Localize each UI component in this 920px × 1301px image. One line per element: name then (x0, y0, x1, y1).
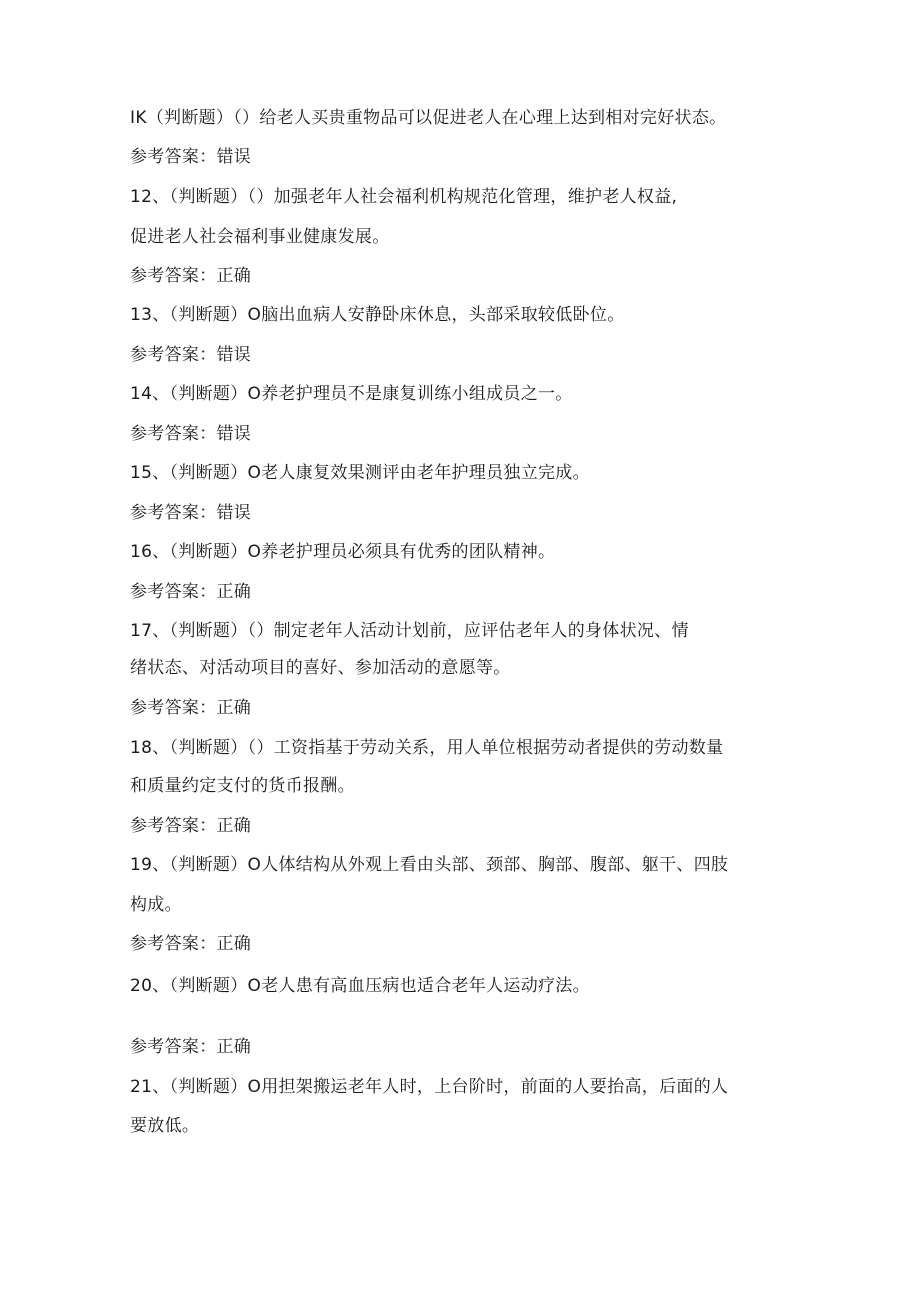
q16-answer: 参考答案：正确 (130, 582, 252, 602)
q11-answer: 参考答案：错误 (130, 147, 252, 167)
q17-text-line2: 绪状态、对活动项目的喜好、参加活动的意愿等。 (130, 658, 511, 678)
q12-text-line1: 12、（判断题）（）加强老年人社会福利机构规范化管理，维护老人权益, (130, 187, 678, 207)
q21-text-line2: 要放低。 (130, 1116, 200, 1136)
q13-answer: 参考答案：错误 (130, 345, 252, 365)
q20-text: 20、（判断题）O老人患有高血压病也适合老年人运动疗法。 (130, 976, 590, 996)
q11-text: IK（判断题）（）给老人买贵重物品可以促进老人在心理上达到相对完好状态。 (130, 108, 727, 128)
q19-text-line2: 构成。 (130, 895, 182, 915)
q18-answer: 参考答案：正确 (130, 816, 252, 836)
q12-text-line2: 促进老人社会福利事业健康发展。 (130, 227, 390, 247)
q15-text: 15、（判断题）O老人康复效果测评由老年护理员独立完成。 (130, 463, 590, 483)
q21-text-line1: 21、（判断题）O用担架搬运老年人时，上台阶时，前面的人要抬高，后面的人 (130, 1077, 729, 1097)
q17-answer: 参考答案：正确 (130, 698, 252, 718)
q19-answer: 参考答案：正确 (130, 934, 252, 954)
q14-text: 14、（判断题）O养老护理员不是康复训练小组成员之一。 (130, 384, 573, 404)
q17-text-line1: 17、（判断题）（）制定老年人活动计划前，应评估老年人的身体状况、情 (130, 621, 689, 641)
q14-answer: 参考答案：错误 (130, 424, 252, 444)
q15-answer: 参考答案：错误 (130, 503, 252, 523)
q12-answer: 参考答案：正确 (130, 266, 252, 286)
q13-text: 13、（判断题）O脑出血病人安静卧床休息，头部采取较低卧位。 (130, 305, 625, 325)
q18-text-line2: 和质量约定支付的货币报酬。 (130, 776, 355, 796)
q19-text-line1: 19、（判断题）O人体结构从外观上看由头部、颈部、胸部、腹部、躯干、四肢 (130, 855, 729, 875)
q20-answer: 参考答案：正确 (130, 1037, 252, 1057)
q16-text: 16、（判断题）O养老护理员必须具有优秀的团队精神。 (130, 542, 556, 562)
q18-text-line1: 18、（判断题）（）工资指基于劳动关系，用人单位根据劳动者提供的劳动数量 (130, 738, 724, 758)
